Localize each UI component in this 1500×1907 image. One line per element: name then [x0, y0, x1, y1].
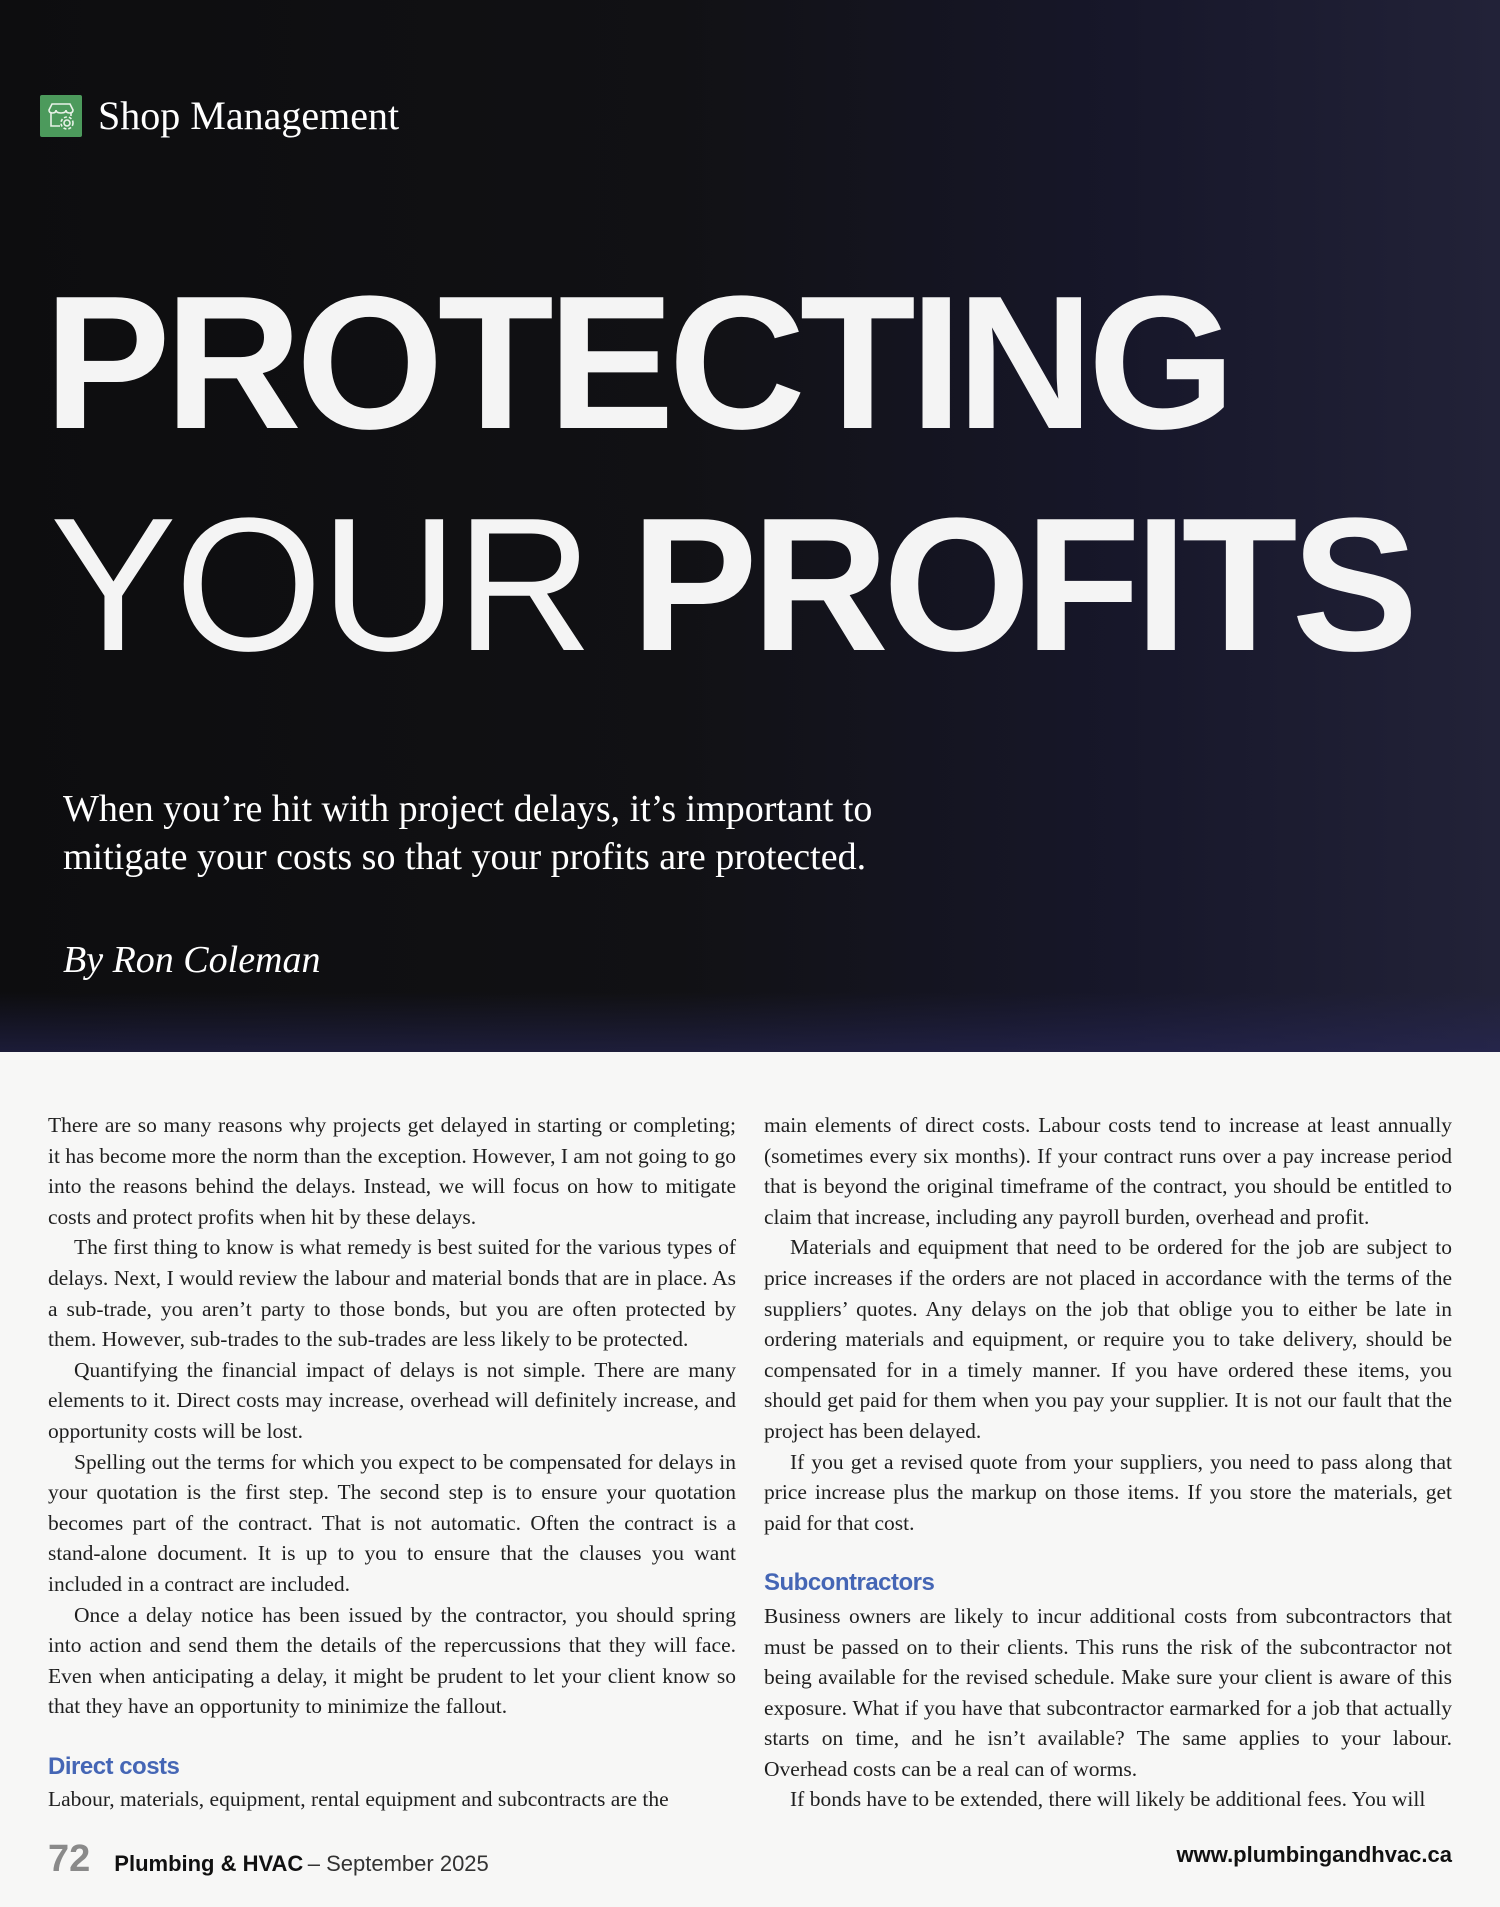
headline-profits: PROFITS — [630, 479, 1413, 691]
headline-your: YOUR — [50, 479, 591, 691]
right-column — [764, 1110, 1452, 1815]
subhead-subcontractors: Subcontractors — [764, 1569, 935, 1597]
paragraph: main elements of direct costs. Labour costs tend to increase at least annually (sometimes every six months). If your contract runs over a pay increase period that is beyond the original timeframe of the contract, you should be entitled to claim that increase, including any payroll burden, overhead and profit. — [764, 1113, 1452, 1229]
page-footer — [48, 1838, 489, 1881]
headline-line-1: PROTECTING — [44, 257, 1230, 469]
subhead-direct-costs: Direct costs — [48, 1752, 180, 1780]
headline-line-2 — [50, 479, 1413, 691]
paragraph: Labour, materials, equipment, rental equipment and subcontracts are the — [48, 1787, 669, 1812]
paragraph: Business owners are likely to incur additional costs from subcontractors that must be passed on to their clients. This runs the risk of the subcontractor not being available for the revised schedule. Make sure your client is aware of this exposure. What if you have that subcontractor earmarked for a job that actually starts on time, and he isn’t available? The same applies to your labour. Overhead costs can be a real can of worms. — [764, 1603, 1452, 1781]
paragraph: The first thing to know is what remedy is best suited for the various types of delays. Next, I would review the labour and material bonds that are in place. As a sub-trade, you aren’t party to those bonds, but you are often protected by them. However, sub-trades to the sub-trades are less likely to be protected. — [48, 1235, 736, 1352]
publication-name: Plumbing & HVAC — [114, 1851, 304, 1876]
paragraph: Quantifying the financial impact of delays is not simple. There are many elements to it. Direct costs may increase, overhead will definitely increase, and opportunity costs will be lost. — [48, 1357, 736, 1443]
paragraph: Materials and equipment that need to be ordered for the job are subject to price increases if the orders are not placed in accordance with the terms of the suppliers’ quotes. Any delays on the job that oblige you to either be late in ordering materials and equipment, or require you to take delivery, should be compensated for in a timely manner. If you have ordered these items, you should get paid for them when you pay your supplier. It is not our fault that the project has been delayed. — [764, 1235, 1452, 1443]
issue-date: – September 2025 — [307, 1851, 489, 1876]
shop-gear-icon — [40, 95, 82, 137]
section-tag — [40, 92, 399, 139]
paragraph: There are so many reasons why projects get delayed in starting or completing; it has become more the norm than the exception. However, I am not going to go into the reasons behind the delays. Instead, we will focus on how to mitigate costs and protect profits when hit by these delays. — [48, 1113, 736, 1229]
byline: By Ron Coleman — [63, 939, 321, 981]
website-link[interactable]: www.plumbingandhvac.ca — [1176, 1842, 1452, 1867]
paragraph: If you get a revised quote from your suppliers, you need to pass along that price increase plus the markup on those items. If you store the materials, get paid for that cost. — [764, 1449, 1452, 1535]
paragraph: If bonds have to be extended, there will likely be additional fees. You will — [790, 1787, 1426, 1812]
article-deck: When you’re hit with project delays, it’s important to mitigate your costs so that your profits are protected. — [63, 788, 873, 878]
page-number: 72 — [48, 1838, 91, 1880]
paragraph: Spelling out the terms for which you expect to be compensated for delays in your quotation is the first step. The second step is to ensure your quotation becomes part of the contract. That is not automatic. Often the contract is a stand-alone document. It is up to you to ensure that the clauses you want included in a contract are included. — [48, 1449, 736, 1596]
publication-info — [114, 1851, 489, 1877]
paragraph: Once a delay notice has been issued by the contractor, you should spring into action and send them the details of the repercussions that they will face. Even when anticipating a delay, it might be prudent to let your client know so that they have an opportunity to minimize the fallout. — [48, 1602, 736, 1719]
left-column — [48, 1110, 736, 1815]
section-label: Shop Management — [98, 93, 400, 138]
